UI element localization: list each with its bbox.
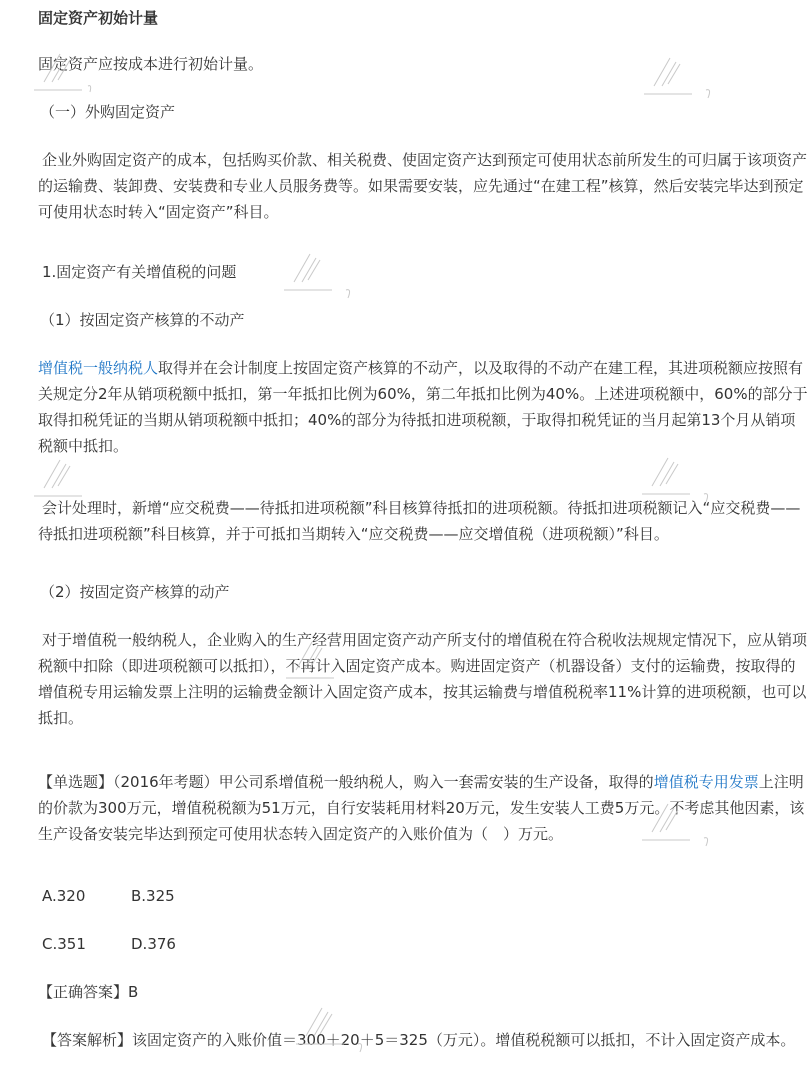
- watermark-icon: [292, 994, 372, 1054]
- vat-invoice-link[interactable]: 增值税专用发票: [653, 773, 759, 791]
- subheading-movable: （2）按固定资产核算的动产: [40, 583, 230, 601]
- watermark-icon: [280, 240, 360, 300]
- option-c: C.351: [42, 935, 86, 953]
- option-b: B.325: [131, 887, 175, 905]
- watermark-icon: [638, 444, 718, 504]
- subheading-vat: 1.固定资产有关增值税的问题: [42, 263, 237, 281]
- watermark-icon: [638, 790, 718, 850]
- subheading-purchase: （一）外购固定资产: [40, 103, 176, 121]
- paragraph-real-estate-text: 取得并在会计制度上按固定资产核算的不动产，以及取得的不动产在建工程，其进项税额应按照有关规定分2年从销项税额中抵扣，第一年抵扣比例为60%，第二年抵扣比例为40%。上述进项税额中，60%的部分于取得扣税凭证的当期从销项税额中抵扣；40%的部分为待抵扣进项税额，于取得扣税凭证的当月起第13个月从销项税额中抵扣。: [38, 359, 808, 455]
- option-a: A.320: [42, 887, 86, 905]
- correct-answer: 【正确答案】B: [38, 983, 139, 1001]
- question-stem-rest: 上注明的价款为300万元，增值税税额为51万元，自行安装耗用材料20万元，发生安装人工费5万元。不考虑其他因素，该生产设备安装完毕达到预定可使用状态转入固定资产的入账价值为（ ）万元。: [38, 773, 805, 843]
- subheading-real-estate: （1）按固定资产核算的不动产: [40, 311, 245, 329]
- paragraph-movable: 对于增值税一般纳税人，企业购入的生产经营用固定资产动产所支付的增值税在符合税收法规规定情况下，应从销项税额中扣除（即进项税额可以抵扣），不再计入固定资产成本。购进固定资产（机器设备）支付的运输费，按取得的增值税专用运输发票上注明的运输费金额计入固定资产成本，按其运输费与增值税税率11%计算的进项税额，也可以抵扣。: [38, 631, 808, 727]
- paragraph-accounting: 会计处理时，新增“应交税费——待抵扣进项税额”科目核算待抵扣的进项税额。待抵扣进项税额记入“应交税费——待抵扣进项税额”科目核算，并于可抵扣当期转入“应交税费——应交增值税（进项税额）”科目。: [38, 499, 801, 543]
- option-d: D.376: [131, 935, 176, 953]
- paragraph-intro: 固定资产应按成本进行初始计量。: [38, 55, 264, 73]
- vat-taxpayer-link[interactable]: 增值税一般纳税人: [38, 359, 159, 377]
- question-stem-prefix: 【单选题】（2016年考题）甲公司系增值税一般纳税人，购入一套需安装的生产设备，取得的: [38, 773, 654, 791]
- watermark-icon: [30, 446, 110, 506]
- paragraph-purchase-cost: 企业外购固定资产的成本，包括购买价款、相关税费、使固定资产达到预定可使用状态前所发生的可归属于该项资产的运输费、装卸费、安装费和专业人员服务费等。如果需要安装，应先通过“在建工程”核算，然后安装完毕达到预定可使用状态时转入“固定资产”科目。: [38, 151, 808, 221]
- watermark-icon: [282, 628, 362, 688]
- watermark-icon: [640, 44, 720, 104]
- section-heading: 固定资产初始计量: [38, 9, 159, 27]
- answer-analysis: 【答案解析】该固定资产的入账价值＝300＋20＋5＝325（万元）。增值税税额可以抵扣，不计入固定资产成本。: [42, 1031, 796, 1049]
- watermark-icon: [30, 40, 110, 100]
